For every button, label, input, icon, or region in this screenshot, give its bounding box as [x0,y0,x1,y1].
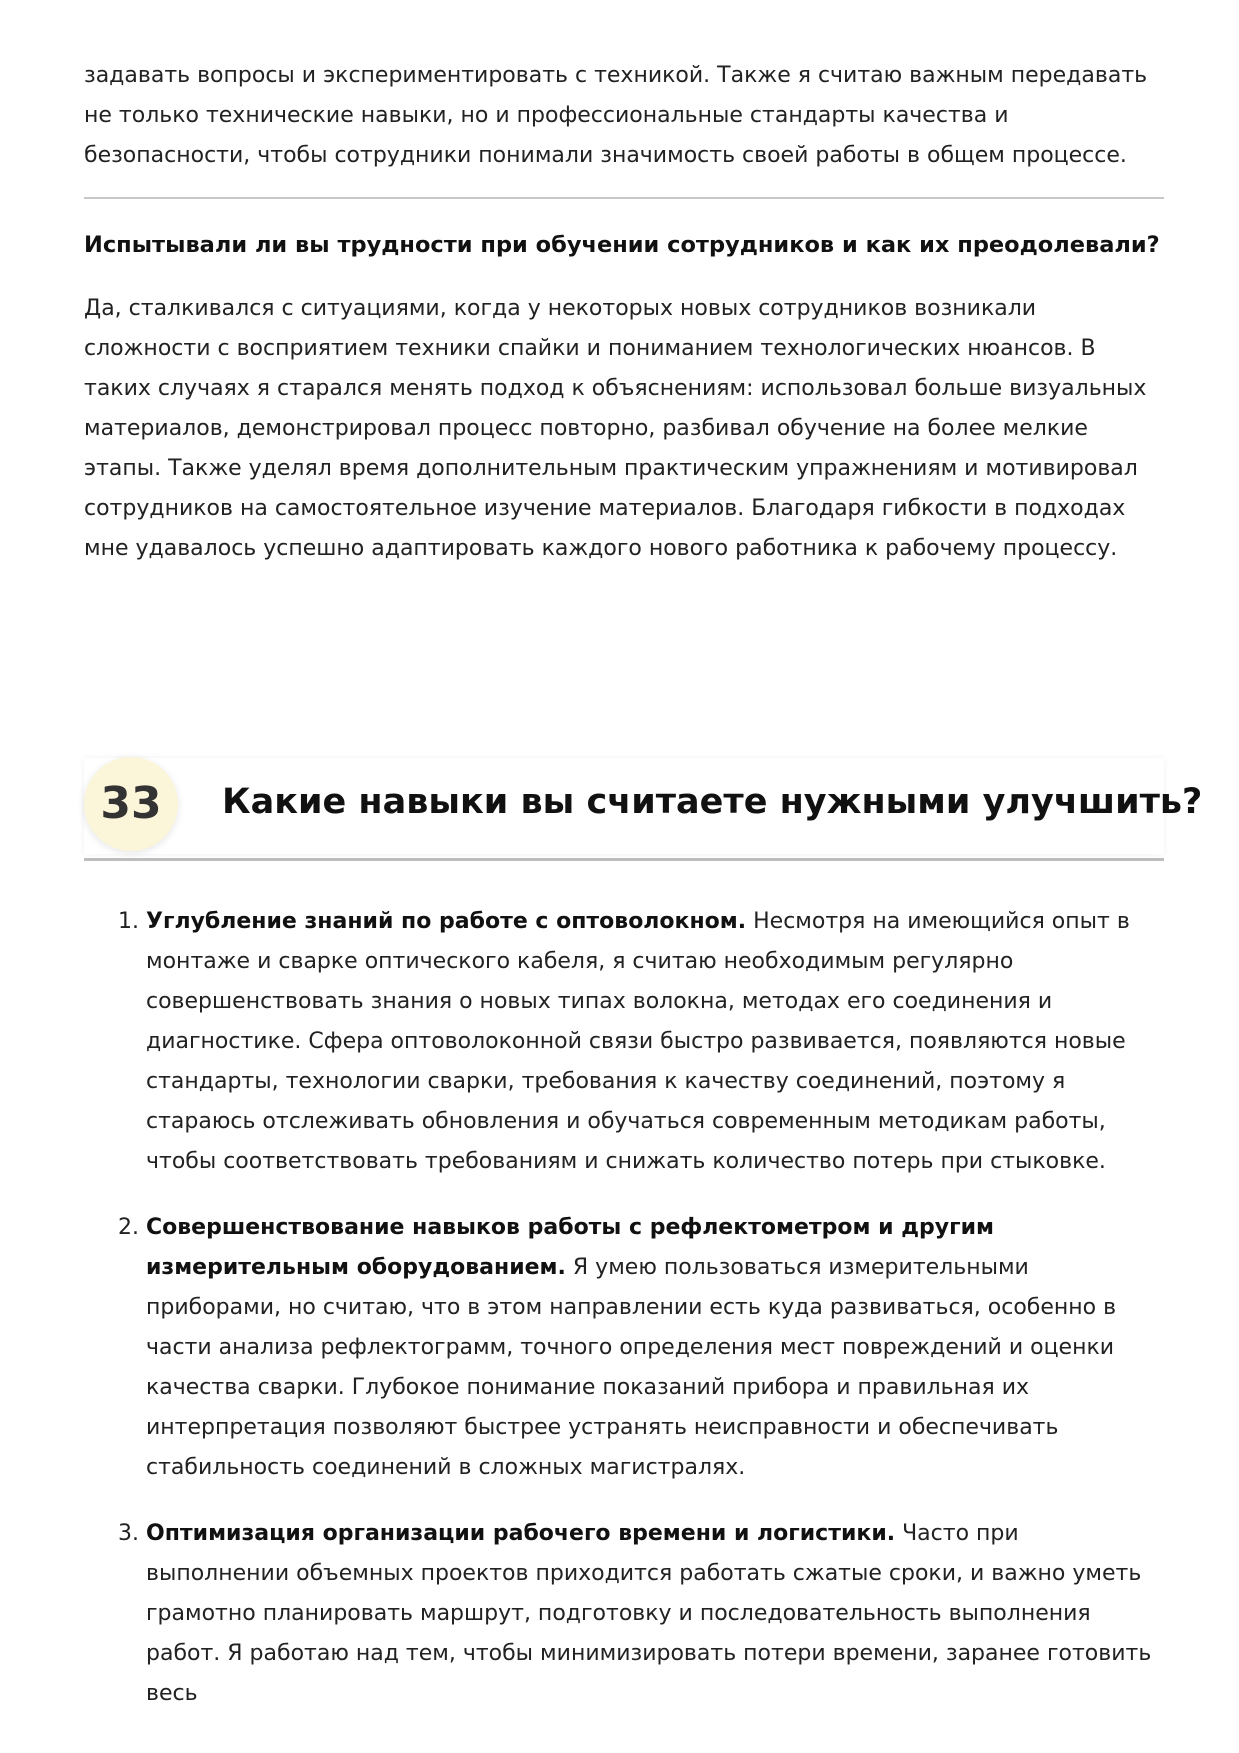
list-number: 1. [118,909,139,934]
list-number: 2. [118,1215,139,1240]
list-item [84,1208,1164,1488]
question-heading: Испытывали ли вы трудности при обучении сотрудников и как их преодолевали? [84,232,1160,258]
intro-paragraph: задавать вопросы и экспериментировать с техникой. Также я считаю важным передавать не только технические навыки, но и профессиональные стандарты качества и безопасности, чтобы сотрудники понимали значимость своей работы в общем процессе. [84,63,1148,168]
list-item-title: Оптимизация организации рабочего времени и логистики. [146,1521,896,1546]
section-divider [84,858,1164,861]
list-item-text: Часто при выполнении объемных проектов приходится работать сжатые сроки, и важно уметь грамотно планировать маршрут, подготовку и последовательность выполнения работ. Я работаю над тем, чтобы минимизировать потери времени, заранее готовить весь [146,1521,1152,1706]
section-number-badge: 33 [84,757,178,851]
list-item-text: Я умею пользоваться измерительными приборами, но считаю, что в этом направлении есть куда развиваться, особенно в части анализа рефлектограмм, точного определения мест повреждений и оценки качества сварки. Глубокое понимание показаний прибора и правильная их интерпретация позволяют быстрее устранять неисправности и обеспечивать стабильность соединений в сложных магистралях. [146,1255,1117,1480]
list-item [84,902,1164,1182]
skills-list [84,902,1164,1740]
list-item-text: Несмотря на имеющийся опыт в монтаже и сварке оптического кабеля, я считаю необходимым регулярно совершенствовать знания о новых типах волокна, методах его соединения и диагностике. Сфера оптоволоконной связи быстро развивается, появляются новые стандарты, технологии сварки, требования к качеству соединений, поэтому я стараюсь отслеживать обновления и обучаться современным методикам работы, чтобы соответствовать требованиям и снижать количество потерь при стыковке. [146,909,1130,1174]
section-title: Какие навыки вы считаете нужными улучшить? [222,782,1203,822]
document-page [84,56,1164,569]
list-number: 3. [118,1521,139,1546]
list-item-title: Углубление знаний по работе с оптоволокном. [146,909,747,934]
answer-paragraph: Да, сталкивался с ситуациями, когда у некоторых новых сотрудников возникали сложности с восприятием техники спайки и пониманием технологических нюансов. В таких случаях я старался менять подход к объяснениям: использовал больше визуальных материалов, демонстрировал процесс повторно, разбивал обучение на более мелкие этапы. Также уделял время дополнительным практическим упражнениям и мотивировал сотрудников на самостоятельное изучение материалов. Благодаря гибкости в подходах мне удавалось успешно адаптировать каждого нового работника к рабочему процессу. [84,296,1147,561]
list-item-title: Совершенствование навыков работы с рефлектометром и другим измерительным оборудованием. [146,1215,994,1280]
list-item [84,1514,1164,1714]
section-header [84,752,1203,862]
